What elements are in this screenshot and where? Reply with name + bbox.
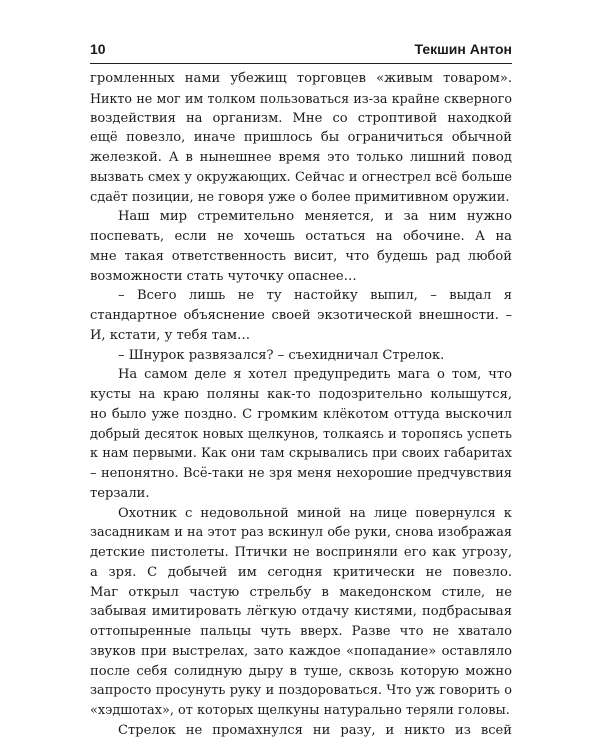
text-line: оттопыренные пальцы чуть вверх. Разве что не хватало <box>90 624 512 639</box>
text-line: вызвать смех у окружающих. Сейчас и огнестрел всё больше <box>90 169 512 185</box>
text-line: воздействия на организм. Мне со строптивой находкой <box>90 110 512 126</box>
text-line: а зря. С добычей им сегодня критически не повезло. <box>90 564 512 580</box>
text-line: Маг открыл частую стрельбу в македонском стиле, не <box>90 584 512 600</box>
text-line: Охотник с недовольной миной на лице повернулся к <box>118 505 512 521</box>
text-line: сдаёт позиции, не говоря уже о более примитивном оружии. <box>90 189 510 205</box>
text-line: терзали. <box>90 485 150 501</box>
text-line: кусты на краю поляны как-то подозрительно колышутся, <box>90 387 512 402</box>
text-line: мне такая ответственность висит, что будешь рад любой <box>90 248 512 264</box>
text-line: Стрелок не промахнулся ни разу, и никто из всей <box>118 722 512 738</box>
body-text <box>90 69 512 741</box>
text-line: железкой. А в нынешнее время это только лишний повод <box>90 150 512 165</box>
author-name: Текшин Антон <box>414 41 512 57</box>
text-line: И, кстати, у тебя там… <box>90 327 251 343</box>
text-line: поспевать, если не хочешь остаться на обочине. А на <box>90 229 512 244</box>
page-number: 10 <box>90 41 106 57</box>
text-line: громленных нами убежищ торговцев «живым товаром». <box>90 71 512 86</box>
text-line: – Всего лишь не ту настойку выпил, – выдал я <box>118 288 512 304</box>
text-line: детские пистолеты. Птички не восприняли его как угрозу, <box>90 545 512 560</box>
text-line: «хэдшотах», от которых щелкуны натурально теряли головы. <box>90 703 510 718</box>
text-line: Наш мир стремительно меняется, и за ним нужно <box>118 209 512 225</box>
text-line: На самом деле я хотел предупредить мага о том, что <box>118 367 512 383</box>
text-line: запросто просунуть руку и поздороваться. Что уж говорить о <box>90 683 512 699</box>
text-line: – непонятно. Всё-таки не зря меня нехорошие предчувствия <box>90 466 512 481</box>
text-line: после себя солидную дыру в туше, сквозь которую можно <box>90 663 512 679</box>
header-rule <box>90 63 512 64</box>
text-line: Никто не мог им толком пользоваться из-за крайне скверного <box>90 90 512 106</box>
text-line: возможности стать чуточку опаснее… <box>90 268 357 284</box>
text-line: ещё повезло, иначе пришлось бы ограничиться обычной <box>90 130 512 146</box>
text-line: стандартное объяснение своей экзотической внешности. – <box>90 308 512 323</box>
text-line: – Шнурок развязался? – съехидничал Стрелок. <box>118 347 445 363</box>
text-line: забывая имитировать лёгкую отдачу кистями, подбрасывая <box>90 604 512 620</box>
text-line: к нам первыми. Как они там скрывались при своих габаритах <box>90 446 512 462</box>
text-line: звуков при выстрелах, зато каждое «попадание» оставляло <box>90 643 512 659</box>
running-head <box>90 41 512 63</box>
text-line: засадникам и на этот раз вскинул обе руки, снова изображая <box>90 525 512 541</box>
text-line: добрый десяток новых щелкунов, толкаясь и торопясь успеть <box>90 426 512 442</box>
text-line: но было уже поздно. С громким клёкотом оттуда выскочил <box>90 406 512 422</box>
